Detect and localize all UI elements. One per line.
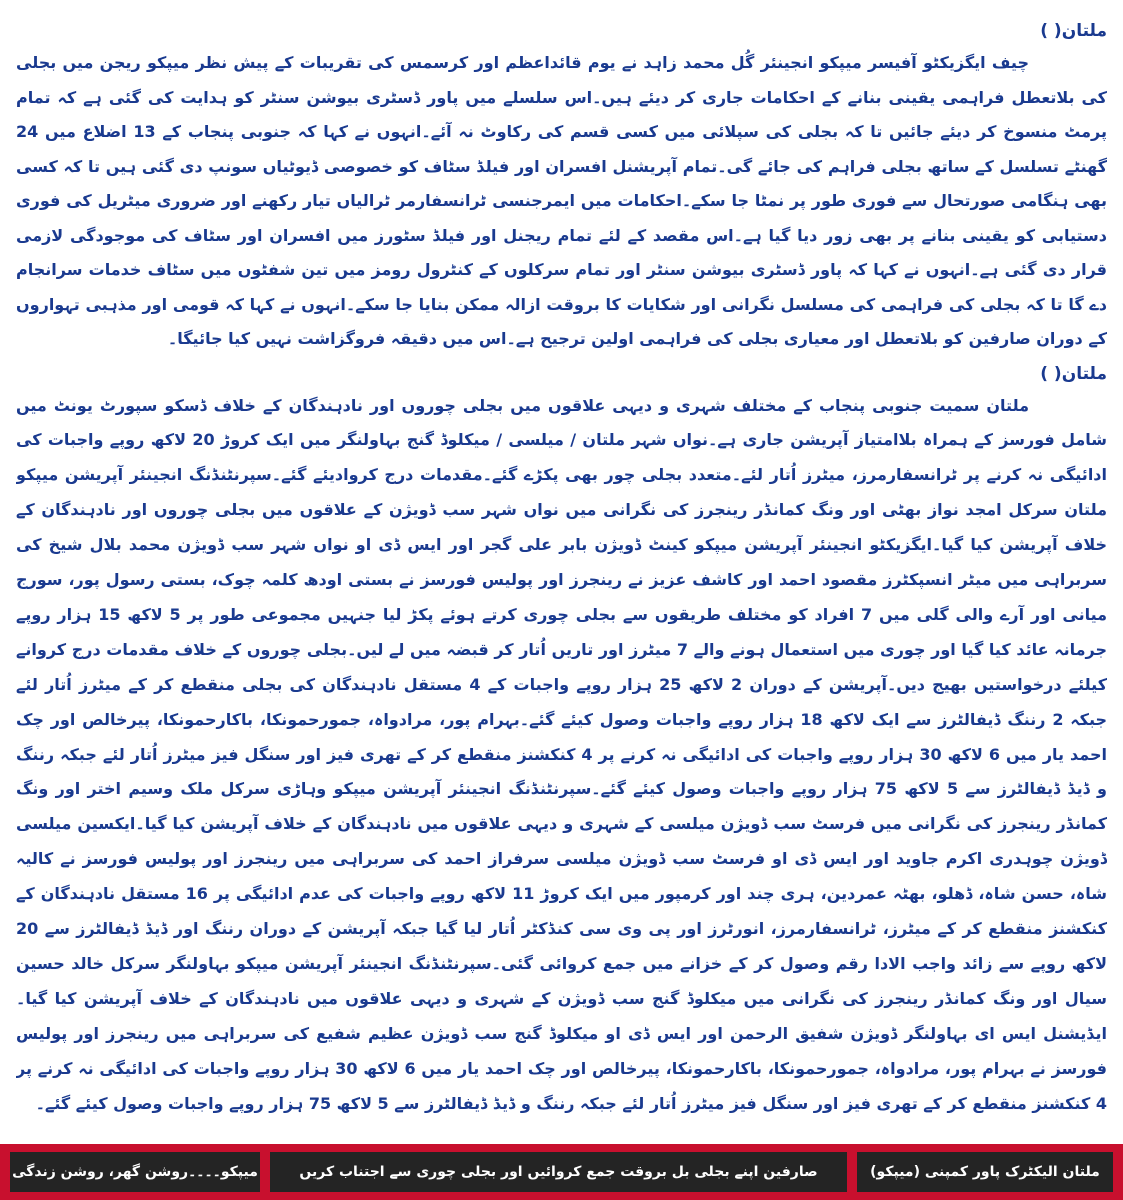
press-release-content bbox=[16, 14, 1107, 1140]
dateline-1: ملتان( ) bbox=[1040, 21, 1107, 41]
article-2-body: ملتان سمیت جنوبی پنجاب کے مختلف شہری و دیہی علاقوں میں بجلی چوروں اور نادہندگان کے خلاف ڈسکو سپورٹ یونٹ میں شامل فورسز کے ہمراہ بلاامتیاز آپریشن جاری ہے۔نواں شہر ملتان / میلسی / میکلوڈ گنج بہاولنگر میں ایک کروڑ 20 لاکھ روپے واجبات کی ادائیگی نہ کرنے پر ٹرانسفارمرز، میٹرز اُتار لئے۔متعدد بجلی چور بھی پکڑے گئے۔مقدمات درج کروادیئے گئے۔سپرنٹنڈنگ انجینئر آپریشن میپکو ملتان سرکل امجد نواز بھٹی اور ونگ کمانڈر رینجرز کی نگرانی میں نواں شہر سب ڈویژن کے علاقوں میں بجلی چوروں اور نادہندگان کے خلاف آپریشن کیا گیا۔ایگزیکٹو انجینئر آپریشن میپکو کینٹ ڈویژن بابر علی گجر اور ایس ڈی او نواں شہر سب ڈویژن محمد بلال شیخ کی سربراہی میں میٹر انسپکٹرز مقصود احمد اور کاشف عزیز نے رینجرز اور پولیس فورسز نے بستی اودھ کلمہ چوک، بستی رسول پور، سورج میانی اور آرے والی گلی میں 7 افراد کو مختلف طریقوں سے بجلی چوری کرتے ہوئے پکڑ لیا جنہیں مجموعی طور پر 5 لاکھ 15 ہزار روپے جرمانہ عائد کیا گیا اور چوری میں استعمال ہونے والے 7 میٹرز اور تاریں اُتار کر قبضہ میں لے لیں۔بجلی چوروں کے خلاف مقدمات درج کروانے کیلئے درخواستیں بھیج دیں۔آپریشن کے دوران 2 لاکھ 25 ہزار روپے واجبات کے 4 مستقل نادہندگان کی بجلی منقطع کر کے میٹرز اُتار لئے جبکہ 2 رننگ ڈیفالٹرز سے ایک لاکھ 18 ہزار روپے واجبات وصول کیئے گئے۔بہرام پور، مرادواہ، جمورحمونکا، باکارحمونکا، پیرخالص اور چک احمد یار میں 6 لاکھ 30 ہزار روپے واجبات کی ادائیگی نہ کرنے پر 4 کنکشنز منقطع کر کے تھری فیز اور سنگل فیز میٹرز اُتار لئے جبکہ رننگ و ڈیڈ ڈیفالٹرز سے 5 لاکھ 75 ہزار روپے واجبات وصول کیئے گئے۔سپرنٹنڈنگ انجینئر آپریشن میپکو وہاڑی سرکل ملک وسیم اختر اور ونگ کمانڈر رینجرز کی نگرانی میں فرسٹ سب ڈویژن میلسی کے شہری و دیہی علاقوں میں نادہندگان کے خلاف آپریشن کیا گیا۔ایکسین میلسی ڈویژن چوہدری اکرم جاوید اور ایس ڈی او فرسٹ سب ڈویژن میلسی سرفراز احمد کی سربراہی میں رینجرز اور پولیس فورسز نے کالیہ شاہ، حسن شاہ، ڈھلو، بھٹہ عمردین، ہری چند اور کرمپور میں ایک کروڑ 11 لاکھ روپے واجبات کی عدم ادائیگی پر 16 مستقل نادہندگان کے کنکشنز منقطع کر کے میٹرز، ٹرانسفارمرز، انورٹرز اور پی وی سی کنڈکٹر اُتار لیا گیا جبکہ آپریشن کے دوران رننگ اور ڈیڈ ڈیفالٹرز سے 20 لاکھ روپے سے زائد واجب الادا رقم وصول کر کے خزانے میں جمع کروائی گئی۔سپرنٹنڈنگ انجینئر آپریشن میپکو بہاولنگر سرکل خالد حسین سیال اور ونگ کمانڈر رینجرز کی نگرانی میں میکلوڈ گنج سب ڈویژن کے شہری و دیہی علاقوں میں نادہندگان کے خلاف آپریشن کیا گیا۔ایڈیشنل ایس ای بہاولنگر ڈویژن شفیق الرحمن اور ایس ڈی او میکلوڈ گنج سب ڈویژن عظیم شفیع کی سربراہی میں رینجرز اور پولیس فورسز نے بہرام پور، مرادواہ، جمورحمونکا، باکارحمونکا، پیرخالص اور چک احمد یار میں 6 لاکھ 30 ہزار روپے واجبات کی ادائیگی نہ کرنے پر 4 کنکشنز منقطع کر کے تھری فیز اور سنگل فیز میٹرز اُتار لئے جبکہ رننگ و ڈیڈ ڈیفالٹرز سے 5 لاکھ 75 ہزار روپے واجبات وصول کیئے گئے۔ bbox=[16, 395, 1107, 1113]
dateline-2: ملتان( ) bbox=[1040, 363, 1107, 384]
footer-company-name: ملتان الیکٹرک پاور کمپنی (میپکو) bbox=[857, 1152, 1113, 1192]
footer-band bbox=[0, 1144, 1123, 1200]
footer-slogan: میپکو۔۔۔۔روشن گھر، روشن زندگی bbox=[10, 1152, 260, 1192]
article-1-body: چیف ایگزیکٹو آفیسر میپکو انجینئر گُل محمد زاہد نے یوم قائداعظم اور کرسمس کی تقریبات کے پیش نظر میپکو ریجن میں بجلی کی بلاتعطل فراہمی یقینی بنانے کے احکامات جاری کر دیئے ہیں۔اس سلسلے میں پاور ڈسٹری بیوشن سنٹر کو ہدایت کی گئی ہے کہ تمام پرمٹ منسوخ کر دیئے جائیں تا کہ بجلی کی سپلائی میں کسی قسم کی رکاوٹ نہ آئے۔انہوں نے کہا کہ جنوبی پنجاب کے 13 اضلاع میں 24 گھنٹے تسلسل کے ساتھ بجلی فراہم کی جائے گی۔تمام آپریشنل افسران اور فیلڈ سٹاف کو خصوصی ڈیوٹیاں سونپ دی گئی ہیں تا کہ کسی بھی ہنگامی صورتحال سے فوری طور پر نمٹا جا سکے۔احکامات میں ایمرجنسی ٹرانسفارمر ٹرالیاں تیار رکھنے اور ضروری میٹریل کی فوری دستیابی کو یقینی بنانے پر بھی زور دیا گیا ہے۔اس مقصد کے لئے تمام ریجنل اور فیلڈ سٹورز میں افسران اور سٹاف کی موجودگی لازمی قرار دی گئی ہے۔انہوں نے کہا کہ پاور ڈسٹری بیوشن سنٹر اور تمام سرکلوں کے کنٹرول رومز میں تین شفٹوں میں سٹاف خدمات سرانجام دے گا تا کہ بجلی کی فراہمی کی مسلسل نگرانی اور شکایات کا بروقت ازالہ ممکن بنایا جا سکے۔انہوں نے کہا کہ قومی اور مذہبی تہواروں کے دوران صارفین کو بلاتعطل اور معیاری بجلی کی فراہمی اولین ترجیح ہے۔اس میں دقیقہ فروگزاشت نہیں کیا جائیگا۔ bbox=[16, 53, 1107, 348]
footer-awareness-message: صارفین اپنے بجلی بل بروقت جمع کروائیں اور بجلی چوری سے اجتناب کریں bbox=[270, 1152, 847, 1192]
